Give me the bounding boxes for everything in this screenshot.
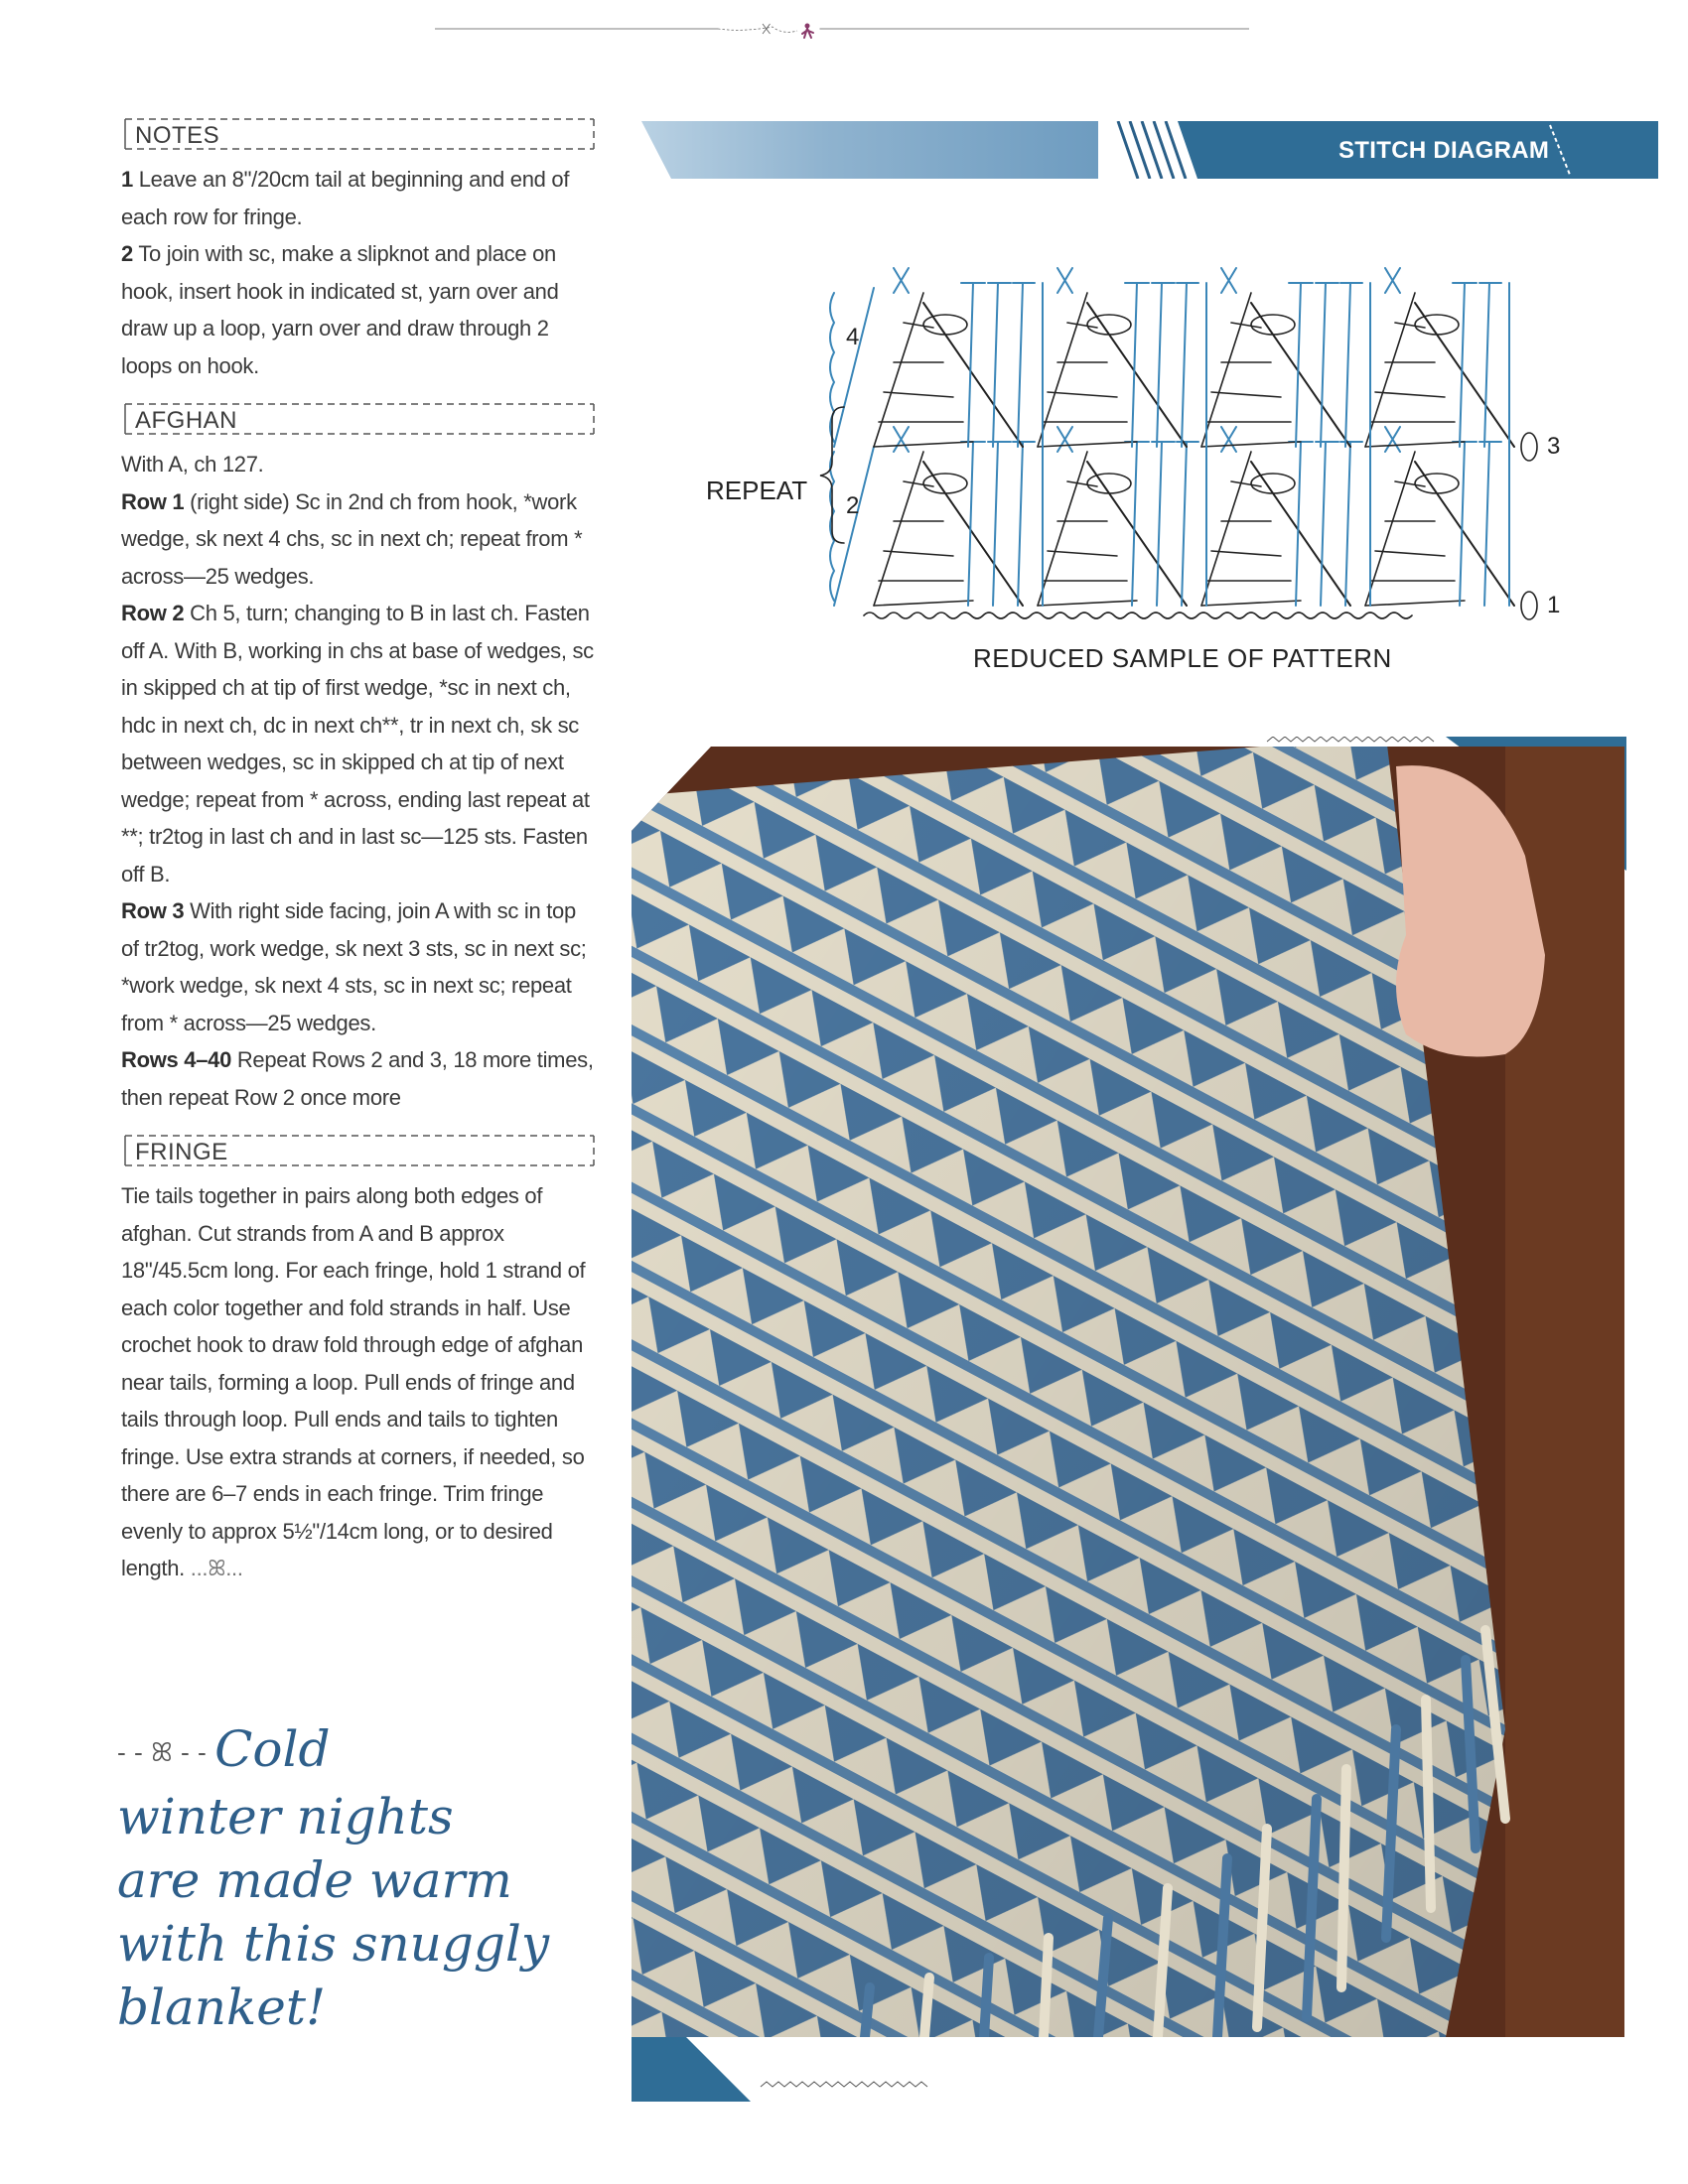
row-instruction [121, 892, 598, 1041]
end-ornament-icon: ...ꕤ... [184, 1556, 243, 1580]
row-text: With right side facing, join A with sc in top of tr2tog, work wedge, sk next 3 sts, sc in next sc; *work wedge, sk next 4 sts, sc in next sc; repeat from * across—25 wedges. [121, 898, 587, 1035]
fringe-heading [121, 1134, 598, 1167]
quote-ornament-icon: - - ꕤ - - [117, 1738, 215, 1768]
row-number-4: 4 [846, 324, 860, 350]
afghan-photo [632, 737, 1626, 2102]
afghan-title: AFGHAN [135, 407, 238, 434]
fringe-title: FRINGE [135, 1139, 228, 1165]
row-text: Repeat Rows 2 and 3, 18 more times, then repeat Row 2 once more [121, 1047, 594, 1110]
notes-title: NOTES [135, 122, 220, 149]
row-label: Row 3 [121, 898, 185, 923]
note-item [121, 161, 598, 235]
note-text: To join with sc, make a slipknot and place on hook, insert hook in indicated st, yarn over and draw up a loop, yarn over and draw through 2 loops on hook. [121, 241, 559, 378]
notes-heading [121, 117, 598, 151]
notes-list [121, 161, 598, 384]
wedge-group-lower [830, 427, 1514, 606]
note-number: 1 [121, 167, 133, 192]
row-label: Rows 4–40 [121, 1047, 232, 1072]
row-instruction [121, 595, 598, 892]
quote-line: with this snuggly [117, 1915, 550, 1973]
pull-quote [117, 1717, 633, 2039]
quote-line: blanket! [117, 1979, 327, 2036]
note-text: Leave an 8"/20cm tail at beginning and end of each row for fringe. [121, 167, 570, 229]
row-label: Row 1 [121, 488, 185, 514]
quote-line: - - ꕤ - - Cold [117, 1720, 331, 1778]
repeat-label: REPEAT [706, 476, 808, 505]
instructions-column [121, 117, 598, 1605]
quote-line: are made warm [117, 1851, 512, 1909]
fringe-instructions [121, 1177, 598, 1587]
afghan-heading [121, 402, 598, 436]
row-number-1: 1 [1547, 592, 1561, 618]
fringe-body: Tie tails together in pairs along both edges of afghan. Cut strands from A and B approx 18"/45.5cm long. For each fringe, hold 1 strand of each color together and fold strands in half. Use crochet hook to draw fold through edge of afghan near tails, forming a loop. Pull ends of fringe and tails through loop. Pull ends and tails to tighten fringe. Use extra strands at corners, if needed, so there are 6–7 ends in each fringe. Trim fringe evenly to approx 5½"/14cm long, or to desired length. [121, 1183, 586, 1580]
zigzag-trim [1267, 737, 1434, 742]
fringe-text [121, 1177, 598, 1587]
zigzag-trim [761, 2082, 927, 2087]
row-text: Ch 5, turn; changing to B in last ch. Fasten off A. With B, working in chs at base of wedges, sc in skipped ch at tip of first wedge, *sc in next ch, hdc in next ch, dc in next ch**, tr in next ch, sk sc between wedges, sc in skipped ch at tip of next wedge; repeat from * across, ending last repeat at **; tr2tog in last ch and in last sc—125 sts. Fasten off B. [121, 601, 594, 887]
stitch-diagram-title: STITCH DIAGRAM [1338, 137, 1550, 164]
stitch-diagram [695, 263, 1569, 640]
row-text: (right side) Sc in 2nd ch from hook, *work wedge, sk next 4 chs, sc in next ch; repeat from * across—25 wedges. [121, 488, 583, 589]
afghan-intro: With A, ch 127. [121, 452, 264, 477]
row-number-3: 3 [1547, 433, 1561, 460]
wedge-group-upper [830, 268, 1537, 461]
row-label: Row 2 [121, 601, 185, 625]
row-number-2: 2 [846, 492, 860, 519]
foundation-chain [864, 592, 1537, 619]
note-number: 2 [121, 241, 133, 266]
row-instruction [121, 483, 598, 596]
diagram-caption: REDUCED SAMPLE OF PATTERN [973, 643, 1392, 673]
quote-line: winter nights [117, 1788, 454, 1845]
note-item [121, 235, 598, 384]
row-instruction [121, 1041, 598, 1116]
top-divider-line [28, 20, 1656, 40]
afghan-instructions [121, 446, 598, 1116]
little-figure-icon [802, 24, 813, 39]
